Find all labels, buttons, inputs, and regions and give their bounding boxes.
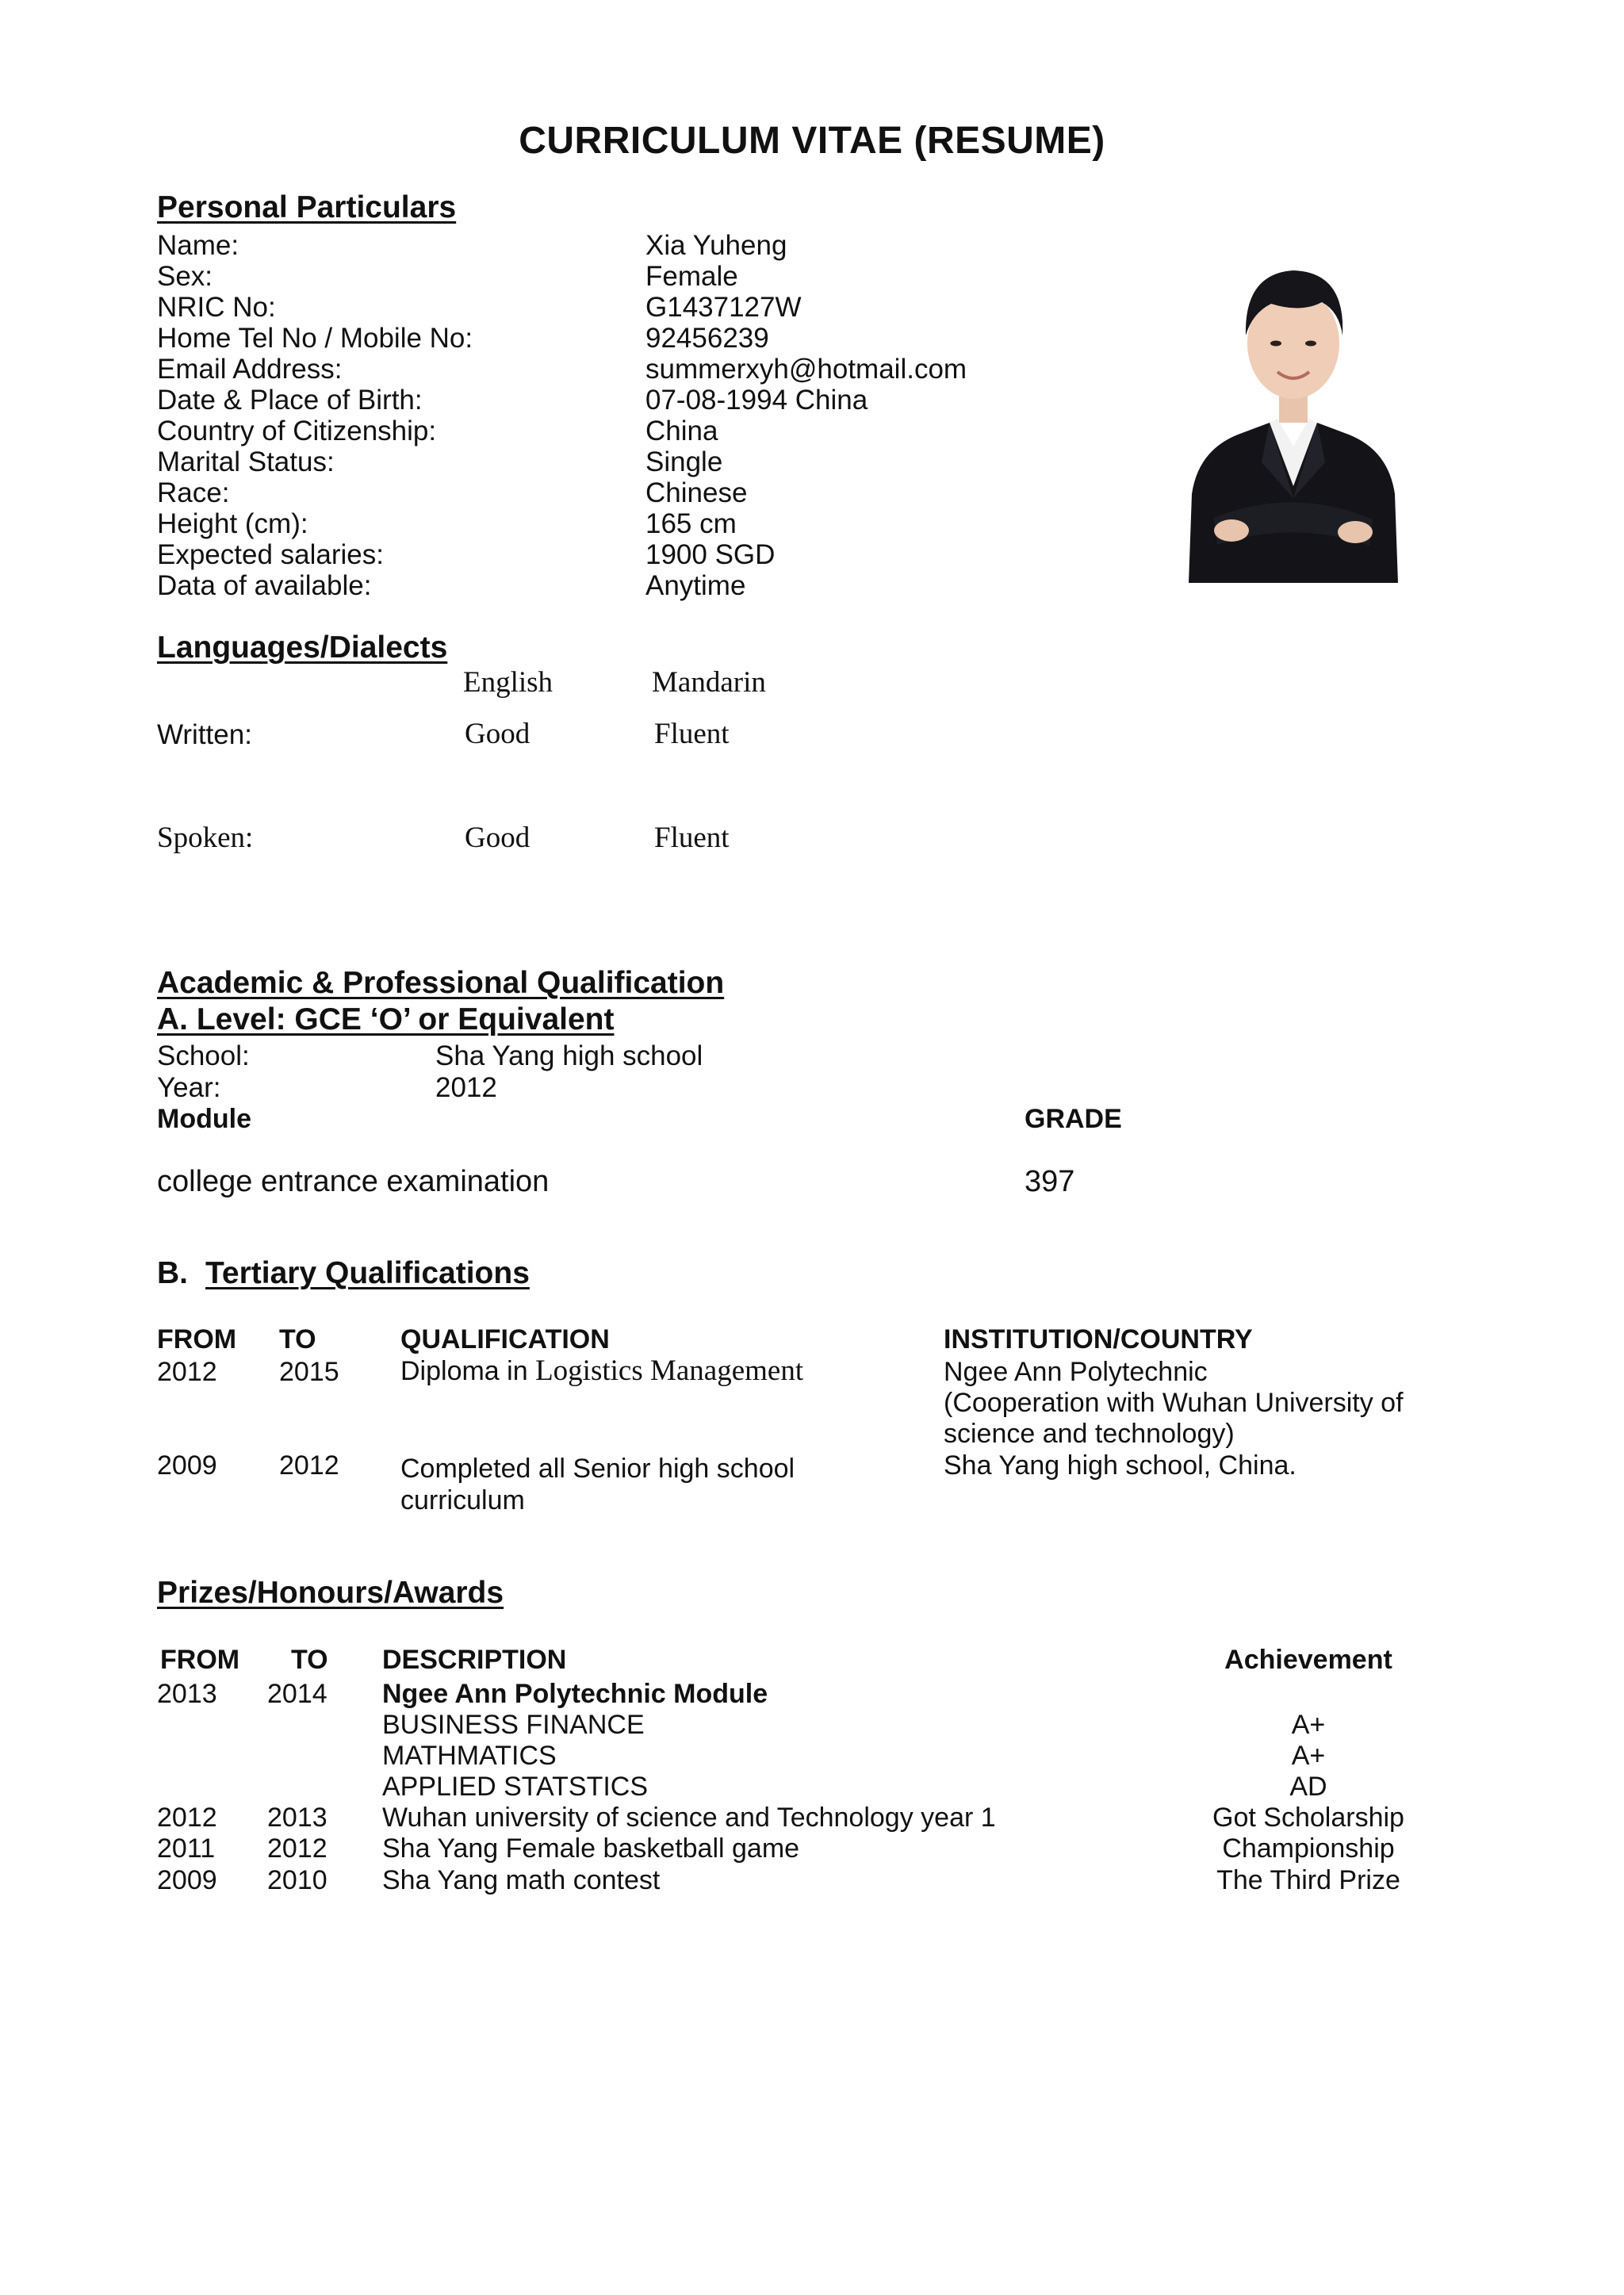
field-label: Height (cm): — [157, 508, 308, 539]
prizes-row-to: 2014 — [267, 1679, 327, 1709]
field-label: Data of available: — [157, 570, 372, 601]
year-label: Year: — [157, 1072, 221, 1103]
school-label: School: — [157, 1040, 250, 1071]
module-name: APPLIED STATSTICS — [382, 1772, 649, 1802]
field-label: Date & Place of Birth: — [157, 385, 423, 416]
prizes-row-to: 2013 — [267, 1803, 327, 1833]
prizes-row-achievement: Championship — [1222, 1833, 1395, 1864]
prizes-row-description: Sha Yang Female basketball game — [382, 1833, 800, 1864]
field-value: 07-08-1994 China — [645, 385, 868, 416]
prizes-row-from: 2009 — [157, 1865, 217, 1895]
field-label: Name: — [157, 230, 239, 261]
field-label: Home Tel No / Mobile No: — [157, 323, 473, 354]
field-label: Expected salaries: — [157, 539, 384, 570]
module-value: college entrance examination — [157, 1165, 550, 1198]
languages-heading: Languages/Dialects — [157, 630, 448, 665]
school-value: Sha Yang high school — [435, 1040, 703, 1071]
qualification-part: Logistics Management — [535, 1354, 804, 1387]
prizes-row-from: 2013 — [157, 1679, 217, 1709]
field-value: 1900 SGD — [645, 539, 776, 570]
tertiary-heading: Tertiary Qualifications — [205, 1256, 530, 1290]
prizes-from-header: FROM — [160, 1645, 240, 1675]
spoken-label: Spoken: — [157, 822, 254, 854]
field-value: Chinese — [645, 477, 748, 508]
tertiary-to-header: TO — [279, 1324, 316, 1354]
year-value: 2012 — [435, 1072, 497, 1103]
prizes-row-achievement: The Third Prize — [1216, 1865, 1400, 1895]
tertiary-row-from: 2012 — [157, 1357, 217, 1387]
field-label: Country of Citizenship: — [157, 416, 437, 446]
tertiary-row-qualification — [400, 1354, 803, 1388]
tertiary-row-from: 2009 — [157, 1450, 217, 1481]
tertiary-row-qualification-line: curriculum — [400, 1485, 525, 1515]
language-column-english: English — [463, 666, 553, 699]
module-grade: A+ — [1291, 1710, 1326, 1740]
academic-heading: Academic & Professional Qualification — [157, 966, 725, 1000]
tertiary-prefix: B. — [157, 1256, 188, 1290]
module-grade: A+ — [1291, 1741, 1326, 1771]
prizes-row-from: 2012 — [157, 1803, 217, 1833]
tertiary-row-to: 2012 — [279, 1450, 339, 1481]
tertiary-row-institution-line: (Cooperation with Wuhan University of — [944, 1388, 1404, 1418]
module-name: MATHMATICS — [382, 1741, 557, 1771]
tertiary-row-institution: Sha Yang high school, China. — [944, 1450, 1297, 1481]
prizes-heading: Prizes/Honours/Awards — [157, 1576, 504, 1610]
written-mandarin-value: Fluent — [654, 718, 730, 750]
spoken-english-value: Good — [465, 822, 530, 854]
field-value: Single — [645, 446, 723, 477]
language-column-mandarin: Mandarin — [652, 666, 766, 699]
prizes-row-achievement: Got Scholarship — [1212, 1803, 1404, 1833]
prizes-row-description: Wuhan university of science and Technology year 1 — [382, 1803, 996, 1833]
tertiary-from-header: FROM — [157, 1324, 237, 1354]
module-grade: AD — [1289, 1772, 1327, 1802]
tertiary-qualification-header: QUALIFICATION — [400, 1324, 610, 1354]
prizes-row-from: 2011 — [157, 1833, 216, 1864]
profile-photo — [1182, 224, 1404, 583]
field-label: Email Address: — [157, 354, 343, 385]
prizes-row-to: 2010 — [267, 1865, 327, 1895]
personal-particulars-heading: Personal Particulars — [157, 190, 457, 224]
tertiary-row-to: 2015 — [279, 1357, 339, 1387]
page-title: CURRICULUM VITAE (RESUME) — [519, 120, 1105, 162]
field-label: Race: — [157, 477, 230, 508]
field-value: Anytime — [645, 570, 746, 601]
field-value: Xia Yuheng — [645, 230, 787, 261]
field-value: 92456239 — [645, 323, 769, 354]
tertiary-row-institution-line: science and technology) — [944, 1419, 1235, 1449]
field-label: NRIC No: — [157, 292, 276, 323]
field-value: G1437127W — [645, 292, 802, 323]
grade-value: 397 — [1025, 1165, 1075, 1198]
field-value: Female — [645, 261, 738, 292]
module-name: BUSINESS FINANCE — [382, 1710, 645, 1740]
email-value: summerxyh@hotmail.com — [645, 354, 967, 385]
prizes-row-description: Sha Yang math contest — [382, 1865, 661, 1895]
prizes-to-header: TO — [291, 1645, 328, 1675]
prizes-group-title: Ngee Ann Polytechnic Module — [382, 1679, 768, 1709]
tertiary-row-qualification-line: Completed all Senior high school — [400, 1454, 795, 1484]
field-value: China — [645, 416, 718, 446]
tertiary-row-institution-line: Ngee Ann Polytechnic — [944, 1357, 1208, 1387]
written-label: Written: — [157, 719, 252, 750]
field-label: Sex: — [157, 261, 213, 292]
spoken-mandarin-value: Fluent — [654, 822, 730, 854]
prizes-description-header: DESCRIPTION — [382, 1645, 567, 1675]
prizes-row-to: 2012 — [267, 1833, 327, 1864]
field-label: Marital Status: — [157, 446, 335, 477]
module-column-header: Module — [157, 1104, 251, 1134]
level-a-heading: A. Level: GCE ‘O’ or Equivalent — [157, 1002, 615, 1036]
prizes-achievement-header: Achievement — [1224, 1645, 1392, 1675]
tertiary-institution-header: INSTITUTION/COUNTRY — [944, 1324, 1253, 1354]
qualification-part: Diploma in — [400, 1356, 536, 1386]
field-value: 165 cm — [645, 508, 737, 539]
grade-column-header: GRADE — [1025, 1104, 1122, 1134]
written-english-value: Good — [465, 718, 530, 750]
